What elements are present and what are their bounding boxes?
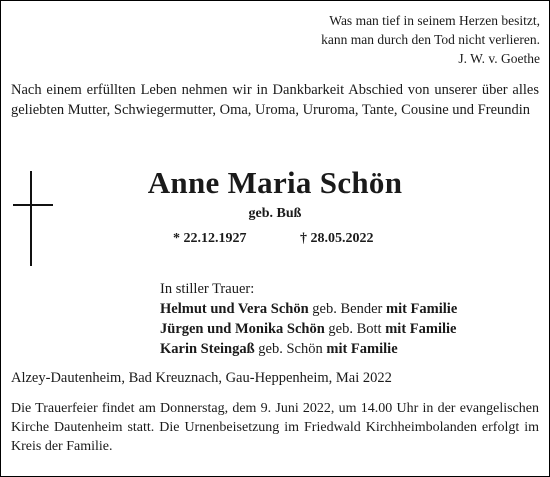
mourner-family: mit Familie (385, 321, 457, 337)
mourner-family: mit Familie (385, 301, 458, 317)
mourner-row (160, 319, 457, 339)
mourner-born: geb. Bender (308, 301, 386, 317)
mourner-name: Jürgen und Monika Schön (160, 321, 325, 337)
maiden-name: geb. Buß (248, 206, 302, 221)
intro-text: Nach einem erfüllten Leben nehmen wir in Dankbarkeit Abschied von unserer über alles geliebten Mutter, Schwiegermutter, Oma, Uroma, Ururoma, Tante, Cousine und Freundin (11, 82, 539, 118)
quote-line-1: Was man tief in seinem Herzen besitzt, (329, 13, 540, 28)
mourners-heading: In stiller Trauer: (160, 281, 255, 297)
deceased-name: Anne Maria Schön (147, 165, 403, 200)
mourner-row (160, 339, 457, 359)
funeral-info: Die Trauerfeier findet am Donnerstag, dem 9. Juni 2022, um 14.00 Uhr in der evangelischen Kirche Dautenheim statt. Die Urnenbeisetzung im Friedwald Kirchheimbolanden erfolgt im Kreis der Familie. (11, 401, 539, 454)
mourners-list (160, 279, 457, 359)
quote-author: J. W. v. Goethe (458, 51, 540, 66)
mourner-name: Helmut und Vera Schön (160, 301, 309, 317)
birth-date: * 22.12.1927 (173, 231, 247, 246)
goethe-quote (321, 11, 540, 68)
mourner-born: geb. Schön (254, 341, 327, 357)
death-date: † 28.05.2022 (300, 231, 374, 246)
quote-line-2: kann man durch den Tod nicht verlieren. (321, 32, 540, 47)
mourner-name: Karin Steingaß (160, 341, 255, 357)
place-date: Alzey-Dautenheim, Bad Kreuznach, Gau-Heppenheim, Mai 2022 (11, 370, 392, 386)
mourner-row (160, 299, 457, 319)
mourner-family: mit Familie (326, 341, 398, 357)
mourner-born: geb. Bott (324, 321, 386, 337)
